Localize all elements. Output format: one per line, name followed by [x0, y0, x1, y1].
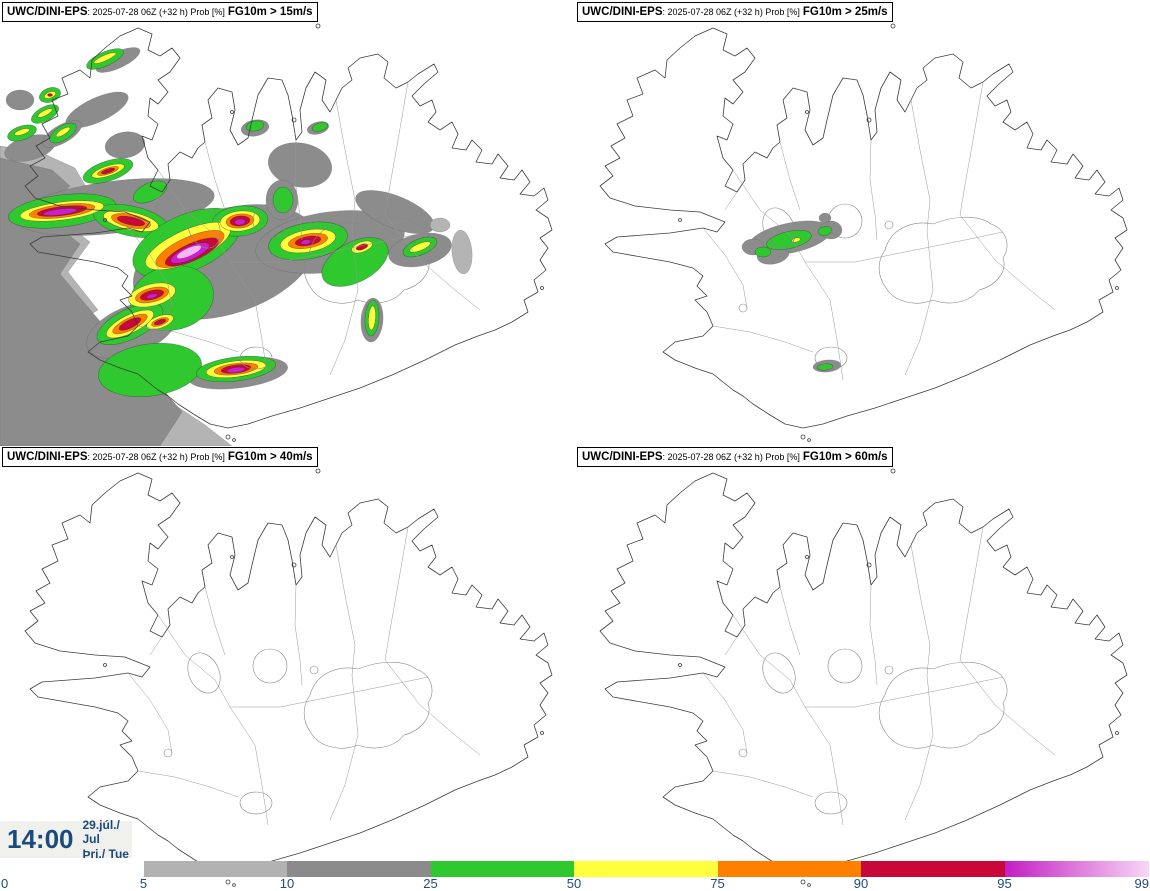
panel-title-60ms — [577, 447, 893, 467]
run-info: : 2025-07-28 06Z (+32 h) Prob [%] — [87, 7, 225, 17]
run-info: : 2025-07-28 06Z (+32 h) Prob [%] — [662, 452, 800, 462]
prob-contour-green — [273, 187, 293, 213]
colorbar-tick: 25 — [423, 876, 438, 891]
map-canvas-60ms — [575, 445, 1150, 891]
model-name: UWC/DINI-EPS — [582, 6, 663, 18]
colorbar-segment — [574, 861, 718, 877]
colorbar-segment — [718, 861, 862, 877]
colorbar-segment — [144, 861, 288, 877]
valid-time-box — [0, 818, 132, 861]
panel-title-40ms — [2, 447, 318, 467]
colorbar-segment — [431, 861, 575, 877]
prob-contour-lgray — [450, 229, 474, 275]
probability-colorbar — [0, 861, 1150, 877]
colorbar-tick: 0 — [1, 876, 9, 891]
run-info: : 2025-07-28 06Z (+32 h) Prob [%] — [87, 452, 225, 462]
threshold-label: FG10m > 15m/s — [227, 6, 313, 18]
model-name: UWC/DINI-EPS — [582, 451, 663, 463]
colorbar-segment — [287, 861, 431, 877]
colorbar-tick: 90 — [853, 876, 869, 891]
valid-date — [83, 818, 133, 860]
threshold-label: FG10m > 60m/s — [802, 451, 888, 463]
prob-contour-red — [48, 94, 53, 97]
threshold-label: FG10m > 25m/s — [802, 6, 888, 18]
colorbar-tick: 5 — [139, 876, 148, 891]
model-name: UWC/DINI-EPS — [7, 6, 88, 18]
prob-contour-green — [755, 247, 771, 257]
colorbar-tick: 10 — [279, 876, 295, 891]
colorbar-tick-labels — [0, 876, 1150, 891]
colorbar-tick: 50 — [566, 876, 582, 891]
valid-time: 14:00 — [7, 824, 74, 854]
run-info: : 2025-07-28 06Z (+32 h) Prob [%] — [662, 7, 800, 17]
colorbar-segment — [1005, 861, 1150, 877]
threshold-label: FG10m > 40m/s — [227, 451, 313, 463]
colorbar-segment — [861, 861, 1005, 877]
prob-contour-lgray — [430, 218, 450, 232]
colorbar-tick: 99 — [1134, 876, 1149, 891]
map-canvas-15ms — [0, 0, 575, 446]
panel-fg10m-25ms — [575, 0, 1150, 446]
day-line: Þri./ Tue — [82, 846, 129, 861]
colorbar-tick: 95 — [997, 876, 1012, 891]
prob-contour-dgray — [6, 90, 34, 110]
prob-contour-dgray — [103, 129, 147, 162]
panel-fg10m-15ms — [0, 0, 575, 446]
model-name: UWC/DINI-EPS — [7, 451, 88, 463]
map-canvas-25ms — [575, 0, 1150, 446]
probability-overlay-15ms — [0, 43, 474, 446]
panel-title-15ms — [2, 2, 318, 22]
panel-fg10m-60ms — [575, 445, 1150, 891]
panel-title-25ms — [577, 2, 893, 22]
colorbar-tick: 75 — [710, 876, 725, 891]
probability-overlay-25ms — [742, 213, 842, 373]
date-line: 29.júl./ Jul — [82, 818, 120, 847]
